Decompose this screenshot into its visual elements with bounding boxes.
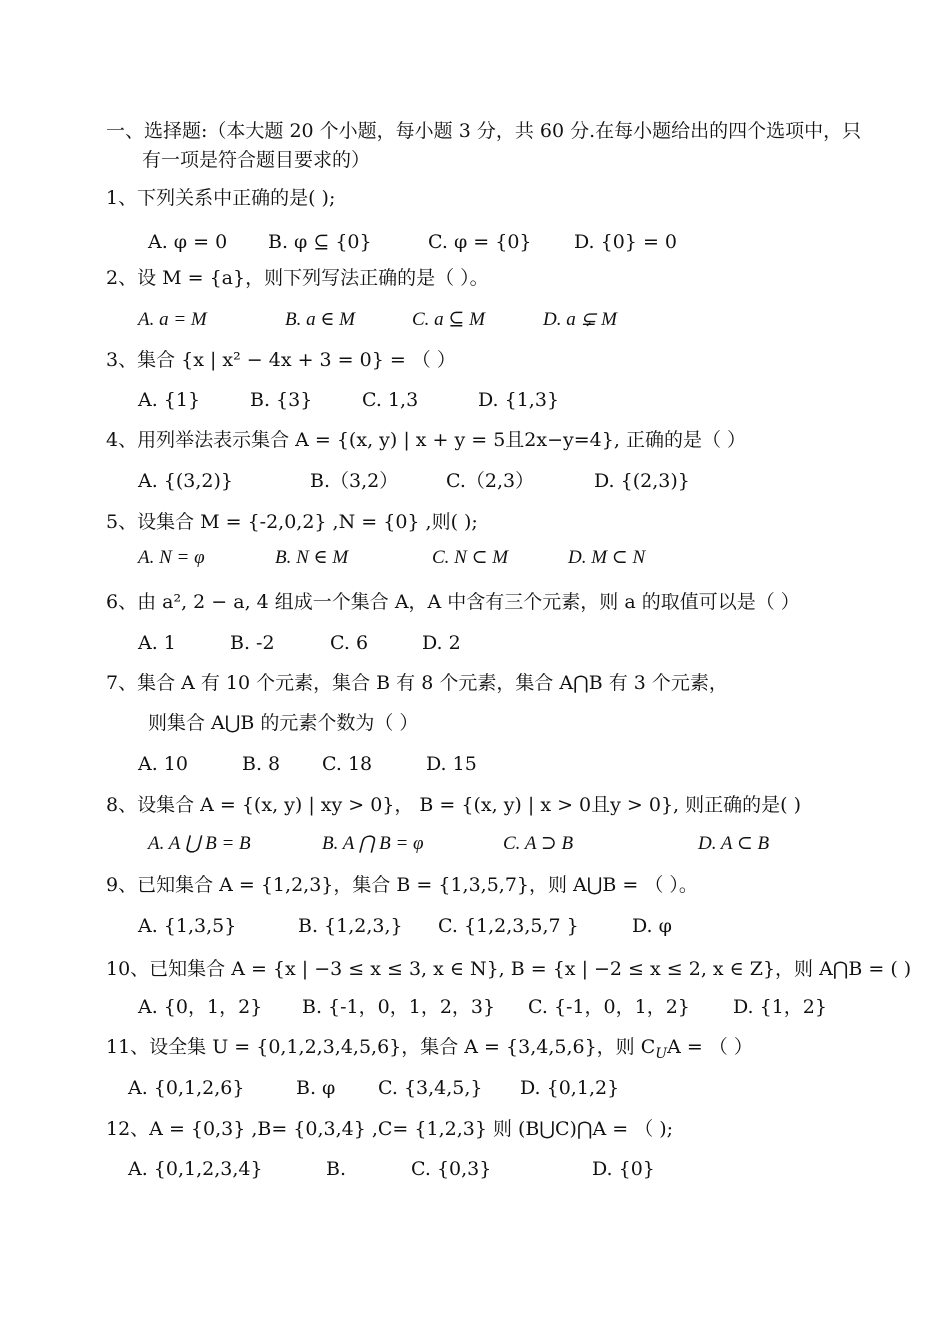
option-d: D. 15 bbox=[426, 753, 477, 775]
option-d: D. {0,1,2} bbox=[520, 1077, 620, 1099]
option-a: A. {1,3,5} bbox=[138, 915, 237, 937]
option-c: C. {1,2,3,5,7 } bbox=[438, 915, 579, 937]
option-b: B. A ⋂ B = φ bbox=[322, 833, 424, 854]
option-d: D. M ⊂ N bbox=[568, 547, 646, 568]
option-c: C. {0,3} bbox=[411, 1158, 492, 1180]
option-b: B. φ ⊆ {0} bbox=[268, 231, 372, 253]
question-2: 2、设 M = {a}，则下列写法正确的是（ ）。 bbox=[106, 267, 489, 289]
options-12 bbox=[0, 1155, 950, 1183]
option-d: D. 2 bbox=[422, 632, 461, 654]
option-c: C. a ⊆ M bbox=[412, 309, 485, 330]
option-a: A. {0,1,2,3,4} bbox=[128, 1158, 263, 1180]
section-heading-cont: 有一项是符合题目要求的） bbox=[142, 149, 371, 171]
option-d: D. {1，2} bbox=[733, 996, 827, 1018]
option-c: C. {3,4,5,} bbox=[378, 1077, 483, 1099]
option-b: B. a ∈ M bbox=[285, 309, 355, 330]
options-7 bbox=[0, 750, 950, 778]
option-a: A. {(3,2)} bbox=[138, 470, 234, 492]
section-heading: 一、选择题:（本大题 20 个小题，每小题 3 分，共 60 分.在每小题给出的四个选项中，只 bbox=[106, 120, 862, 142]
option-c: C. A ⊃ B bbox=[503, 833, 574, 854]
question-3: 3、集合 {x | x² − 4x + 3 = 0} = （ ） bbox=[106, 349, 456, 371]
option-a: A. {1} bbox=[138, 389, 201, 411]
options-9 bbox=[0, 912, 950, 940]
question-7-cont: 则集合 A⋃B 的元素个数为（ ） bbox=[148, 712, 419, 734]
option-a: A. a = M bbox=[138, 309, 207, 330]
option-d: D. a ⊊ M bbox=[543, 309, 617, 330]
question-1: 1、下列关系中正确的是( ); bbox=[106, 187, 336, 209]
option-a: A. N = φ bbox=[138, 547, 205, 568]
option-b: B. {-1，0，1，2，3} bbox=[302, 996, 496, 1018]
option-d: D. {0} bbox=[592, 1158, 655, 1180]
option-d: D. φ bbox=[632, 915, 672, 937]
option-c: C. 18 bbox=[322, 753, 373, 775]
question-5: 5、设集合 M = {-2,0,2} ,N = {0} ,则( ); bbox=[106, 511, 478, 533]
option-c: C. {-1，0，1，2} bbox=[528, 996, 690, 1018]
question-11-stem: 11、设全集 U = {0,1,2,3,4,5,6}，集合 A = {3,4,5,6}，则 C bbox=[106, 1036, 656, 1058]
option-d: D. {0} = 0 bbox=[574, 231, 677, 253]
option-b: B. bbox=[326, 1158, 347, 1180]
options-8 bbox=[0, 830, 950, 858]
option-b: B. 8 bbox=[242, 753, 281, 775]
options-11 bbox=[0, 1074, 950, 1102]
option-c: C. N ⊂ M bbox=[432, 547, 509, 568]
option-a: A. φ = 0 bbox=[148, 231, 228, 253]
question-11 bbox=[106, 1034, 950, 1067]
option-b: B.（3,2） bbox=[310, 470, 399, 492]
option-c: C. φ = {0} bbox=[428, 231, 532, 253]
question-11-tail: A = （ ） bbox=[667, 1036, 753, 1058]
options-10 bbox=[0, 993, 950, 1021]
question-4: 4、用列举法表示集合 A = {(x, y) | x + y = 5且2x−y=4}, 正确的是（ ） bbox=[106, 429, 746, 451]
option-a: A. {0,1,2,6} bbox=[128, 1077, 245, 1099]
option-c: C. 1,3 bbox=[362, 389, 419, 411]
option-d: D. {1,3} bbox=[478, 389, 560, 411]
question-7: 7、集合 A 有 10 个元素，集合 B 有 8 个元素，集合 A⋂B 有 3 个元素， bbox=[106, 672, 728, 694]
options-6 bbox=[0, 629, 950, 657]
option-c: C.（2,3） bbox=[446, 470, 535, 492]
options-3 bbox=[0, 386, 950, 414]
option-c: C. 6 bbox=[330, 632, 369, 654]
question-12: 12、A = {0,3} ,B= {0,3,4} ,C= {1,2,3} 则 (B⋃C)⋂A = （ ); bbox=[106, 1118, 674, 1140]
options-2 bbox=[0, 306, 950, 334]
option-d: D. {(2,3)} bbox=[594, 470, 690, 492]
question-9: 9、已知集合 A = {1,2,3}，集合 B = {1,3,5,7}，则 A⋃B = （ ）。 bbox=[106, 874, 698, 896]
option-d: D. A ⊂ B bbox=[698, 833, 770, 854]
options-5 bbox=[0, 544, 950, 572]
option-b: B. φ bbox=[296, 1077, 336, 1099]
option-a: A. 1 bbox=[138, 632, 176, 654]
option-b: B. N ∈ M bbox=[275, 547, 349, 568]
options-4 bbox=[0, 467, 950, 495]
option-a: A. A ⋃ B = B bbox=[148, 833, 251, 854]
option-a: A. 10 bbox=[138, 753, 188, 775]
option-b: B. -2 bbox=[230, 632, 275, 654]
option-b: B. {1,2,3,} bbox=[298, 915, 403, 937]
question-6: 6、由 a², 2 − a, 4 组成一个集合 A，A 中含有三个元素，则 a 的取值可以是（ ） bbox=[106, 591, 800, 613]
question-8: 8、设集合 A = {(x, y) | xy > 0}， B = {(x, y) | x > 0且y > 0}, 则正确的是( ) bbox=[106, 794, 801, 816]
question-10: 10、已知集合 A = {x | −3 ≤ x ≤ 3, x ∈ N}, B = {x | −2 ≤ x ≤ 2, x ∈ Z}，则 A⋂B = ( ) bbox=[106, 958, 912, 980]
options-1 bbox=[0, 228, 950, 256]
option-a: A. {0，1，2} bbox=[138, 996, 263, 1018]
option-b: B. {3} bbox=[250, 389, 313, 411]
complement-subscript: U bbox=[655, 1045, 668, 1062]
